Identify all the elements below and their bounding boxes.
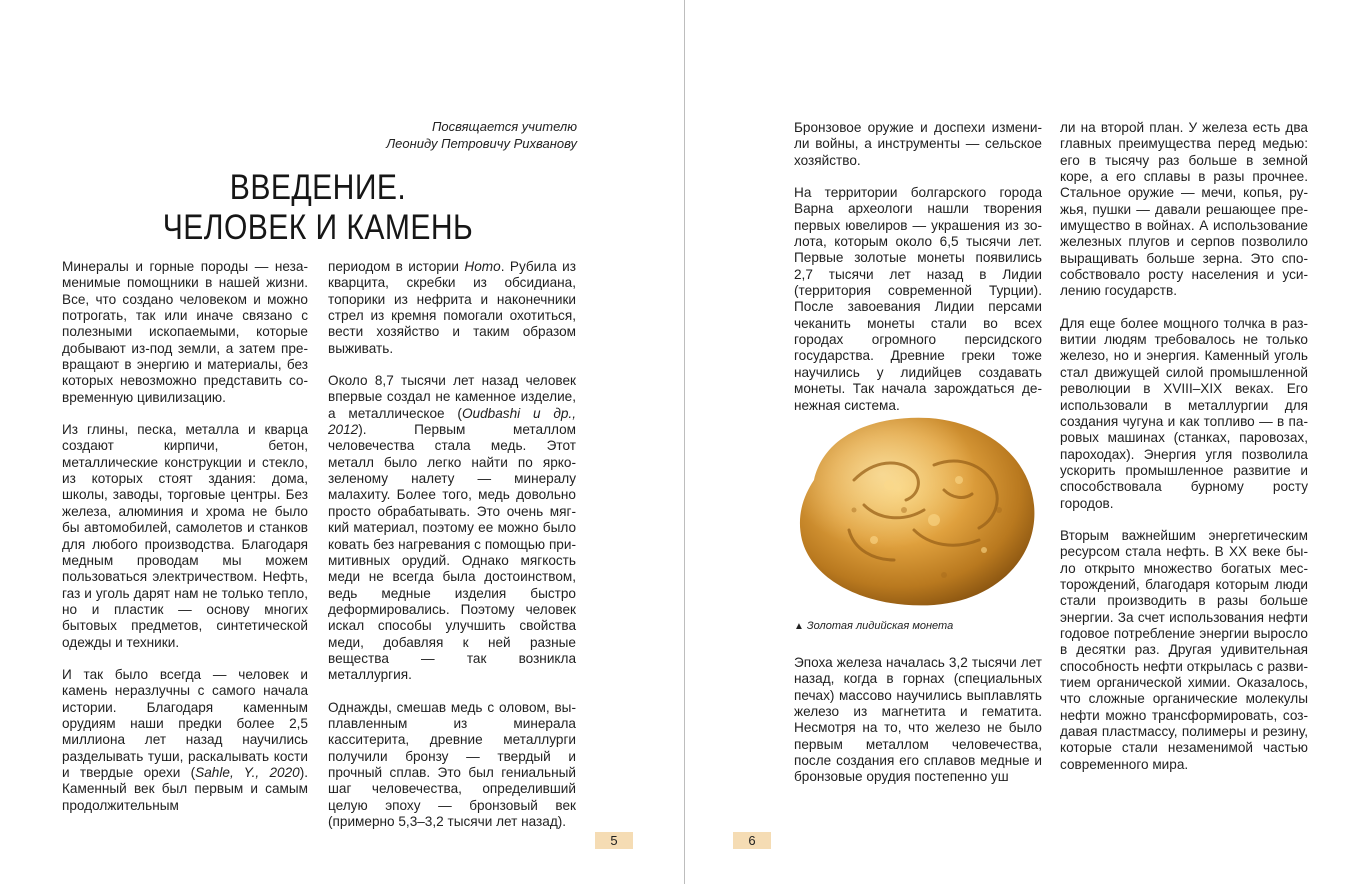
paragraph: Из глины, песка, металла и кварца создают кирпичи, бетон, металлические конструкции и стекло, из которых стоят здания: дома, школы, заводы, торговые центры. Без железа, алюминия и хрома не было бы автомобилей, самолетов и станков для любого производства. Благодаря медным проводам мы можем пользоваться электричеством. Нефть, газ и уголь дарят нам не только тепло, но и пластик — основу многих бытовых предметов, синтетической одежды и техники. (62, 422, 308, 650)
text-column-3-continued (794, 655, 1042, 786)
paragraph: Минералы и горные породы — незаменимые помощники в нашей жизни. Все, что создано человеком и можно потрогать, так или иначе связано с полезными ископаемыми, которые добывают из-под земли, а затем превращают в энергию и материалы, без которых невозможно представить современную цивилизацию. (62, 259, 308, 405)
text-run: периодом в истории (328, 259, 465, 274)
paragraph: На территории болгарского города Варна археологи нашли творения первых ювелиров — украшения из золота, которым около 6,5 тысячи лет. Первые золотые монеты появились 2,7 тысячи лет назад в Лидии (территория современной Турции). После завоевания Лидии персами чеканить монеты стали во всех городах огромного персидского государства. Древние греки тоже научились у лидийцев создавать монеты. Так начала зарождаться денежная система. (794, 185, 1042, 413)
paragraph: ли на второй план. У железа есть два главных преимущества перед медью: его в тысячу раз больше в земной коре, а его сплавы в разы прочнее. Стальное оружие — мечи, копья, ружья, пушки — давали решающее преимущество в войнах. А использование железных плугов и серпов позволило выращивать больше зерна. Это способствовало росту населения и усилению государств. (1060, 120, 1308, 299)
citation: Sahle, Y., 2020 (195, 764, 300, 780)
page-number: 6 (733, 832, 771, 849)
dedication-line-2: Леониду Петровичу Рихванову (386, 136, 577, 151)
dedication (386, 118, 577, 152)
dedication-line-1: Посвящается учителю (431, 119, 577, 134)
citation: Oudbashi и др., 2012 (328, 405, 576, 438)
caption-text: Золотая лидийская монета (806, 620, 954, 632)
image-caption (794, 620, 953, 632)
text-run: Около 8,7 тысячи лет назад человек впервые создал не каменное изделие, а металлическое ( (328, 373, 576, 421)
paragraph (62, 667, 308, 814)
gold-coin-image (794, 410, 1042, 610)
left-page (0, 0, 684, 884)
page-number: 5 (595, 832, 633, 849)
citation: Homo (464, 259, 501, 274)
text-run: . Рубила из кварцита, скребки из обсидиана, топорики из нефрита и наконечники стрел из кремня помогали охотиться, вести хозяйство и таким образом выживать. (328, 259, 577, 356)
text-column-3 (794, 120, 1042, 414)
text-column-4 (1060, 120, 1308, 773)
chapter-title-line-1: ВВЕДЕНИЕ. (229, 168, 407, 207)
paragraph: Для еще более мощного толчка в развитии людям требовалось не только железо, но и энергия. Каменный уголь стал движущей силой промышленной революции в XVIII–XIX веках. Его использовали в металлургии для создания чугуна и как топливо — в паровых машинах (станках, паровозах, пароходах). Энергия угля позволила ускорить промышленное развитие и способствовала бурному росту городов. (1060, 315, 1308, 511)
paragraph: Однажды, смешав медь с оловом, выплавленным из минерала касситерита, древние металлурги получили бронзу — твердый и прочный сплав. Это был гениальный шаг человечества, определивший целую эпоху — бронзовый век (примерно 5,3–3,2 тысячи лет назад). (328, 699, 576, 829)
text-run: ). Каменный век был первым и самым продолжительным (62, 764, 308, 813)
chapter-title-line-2: ЧЕЛОВЕК И КАМЕНЬ (162, 208, 474, 247)
paragraph (328, 259, 576, 357)
chapter-title (96, 168, 540, 248)
gold-coin-svg (794, 410, 1042, 610)
paragraph: Бронзовое оружие и доспехи изменили войны, а инструменты — сельское хозяйство. (794, 120, 1042, 168)
triangle-marker-icon: ▲ (794, 621, 804, 632)
paragraph: Вторым важнейшим энергетическим ресурсом стала нефть. В XX веке было открыто множество богатых месторождений, благодаря которым люди стали производить в разы больше энергии. За счет использования нефти годовое потребление энергии выросло в десятки раз. Другая удивительная способность нефти открылась с развитием органической химии. Оказалось, что сложные органические молекулы нефти можно трансформировать, создавая пластмассу, полимеры и резину, которые стали незаменимой частью современного мира. (1060, 527, 1308, 772)
paragraph (328, 373, 576, 684)
page-gutter (684, 0, 685, 884)
paragraph: Эпоха железа началась 3,2 тысячи лет назад, когда в горнах (специальных печах) массово научились выплавлять железо из магнетита и гематита. Несмотря на то, что железо не было первым металлом человечества, после создания его сплавов медные и бронзовые орудия постепенно уш (794, 655, 1042, 785)
text-column-1 (62, 259, 308, 814)
text-column-2 (328, 259, 576, 830)
text-run: И так было всегда — человек и камень неразлучны с самого начала истории. Благодаря каменным орудиям наши предки более 2,5 миллиона лет назад научились разделывать туши, раскалывать кости и твердые орехи ( (62, 666, 308, 780)
text-run: ). Первым металлом человечества стала медь. Этот металл было легко найти по ярко-зеленому налету — минералу малахиту. Более того, медь довольно просто обрабатывать. Это очень мягкий материал, поэтому ее можно было ковать без нагревания с помощью примитивных орудий. Однако мягкость меди не всегда была достоинством, ведь медные изделия быстро деформировались. Поэтому человек искал способы улучшить свойства меди, добавляя к ней разные вещества — так возникла металлургия. (328, 422, 576, 683)
